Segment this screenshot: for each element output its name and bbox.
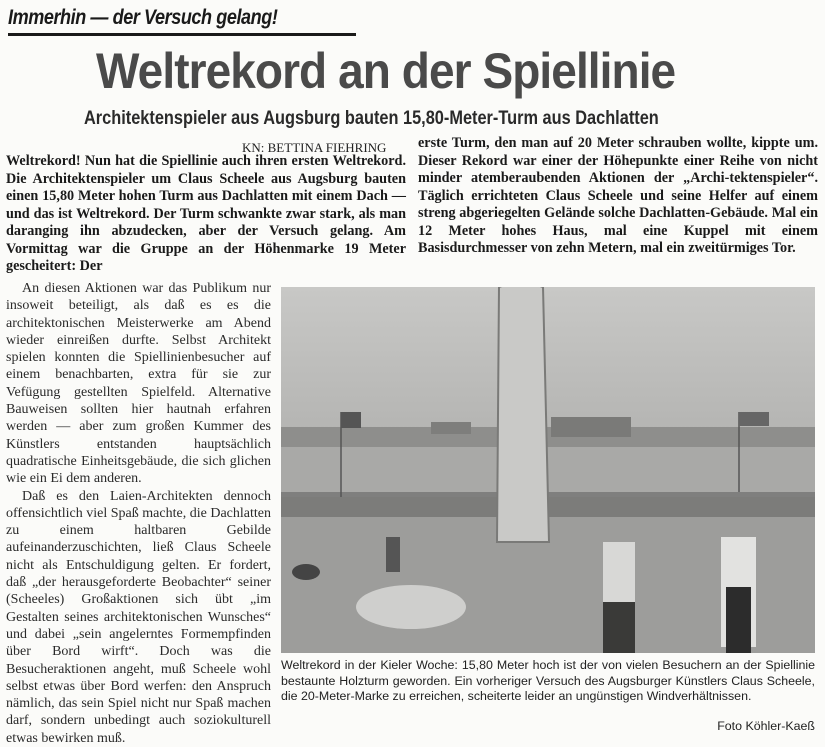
headline: Weltrekord an der Spiellinie	[96, 43, 676, 99]
kicker: Immerhin — der Versuch gelang!	[8, 6, 278, 29]
byline: KN: BETTINA FIEHRING	[242, 140, 387, 155]
body-column	[6, 280, 271, 747]
photo-caption: Weltrekord in der Kieler Woche: 15,80 Meter hoch ist der von vielen Besuchern an der Spiellinie bestaunte Holzturm geworden. Ein vorheriger Versuch des Augsburger Künstlers Claus Scheele, die 20-Meter-Marke zu erreichen, scheiterte leider an ungünstigen Windverhältnissen.	[281, 658, 815, 703]
body-paragraph: Daß es den Laien-Architekten dennoch offensichtlich viel Spaß machte, die Dachlatten zu einem haltbaren Gebilde aufeinanderzuschichten, ließ Claus Scheele nicht als Entschuldigung gelten. Er fordert, daß „der herausgeforderte Beobachter“ seiner (Scheeles) Großaktionen sich übt „im Gestalten seines architektonischen Wunsches“ und dabei „sein angelerntes Formempfinden über Bord wirft“. Doch was die Besucheraktionen angeht, muß Scheele wohl selbst etwas über Bord werfen: den Anspruch nämlich, das sein Spiel nicht nur Spaß machen darf, sondern unbedingt auch soziokulturell etwas bewirken muß.	[6, 488, 271, 746]
subheadline: Architektenspieler aus Augsburg bauten 15,80-Meter-Turm aus Dachlatten	[84, 108, 659, 129]
photo-credit: Foto Köhler-Kaeß	[717, 719, 815, 733]
tower-photo-image	[281, 287, 815, 653]
kicker-underline	[8, 33, 356, 36]
lead-column-2: erste Turm, den man auf 20 Meter schrauben wollte, kippte um. Dieser Rekord war einer der Höhepunkte einer Reihe von nicht minder atemberaubenden Aktionen der „Archi-tektenspieler“. Täglich errichteten Claus Scheele und seine Helfer auf einem streng abgeriegelten Gelände solche Dachlatten-Gebäude. Mal ein 12 Meter hohes Haus, mal eine Kuppel mit einem Basisdurchmesser von zehn Metern, mal ein zweitürmiges Tor.	[418, 135, 818, 256]
photo	[281, 287, 815, 653]
lead-column-1: Weltrekord! Nun hat die Spiellinie auch ihren ersten Weltrekord. Die Architektenspieler um Claus Scheele aus Augsburg bauten einen 15,80 Meter hohen Turm aus Dachlatten mit einem Dach — und das ist Weltrekord. Der Turm schwankte zwar stark, als man daranging ihn abzudecken, aber der Versuch gelang. Am Vormittag war die Gruppe an der Höhenmarke 19 Meter gescheitert: Der	[6, 153, 406, 274]
body-paragraph: An diesen Aktionen war das Publikum nur insoweit beteiligt, als daß es es die architektonischen Meisterwerke am Abend wieder einreißen durfte. Selbst Architekt spielen konnten die Spiellinienbesucher auf einem benachbarten, extra für sie zur Vefügung gestellten Spielfeld. Alternative Bauweisen sollten hier hautnah erfahren werden — aber zum großen Kummer des Künstlers entstanden hauptsächlich quadratische Einheitsgebäude, die sich glichen wie ein Ei dem anderen.	[6, 281, 271, 487]
